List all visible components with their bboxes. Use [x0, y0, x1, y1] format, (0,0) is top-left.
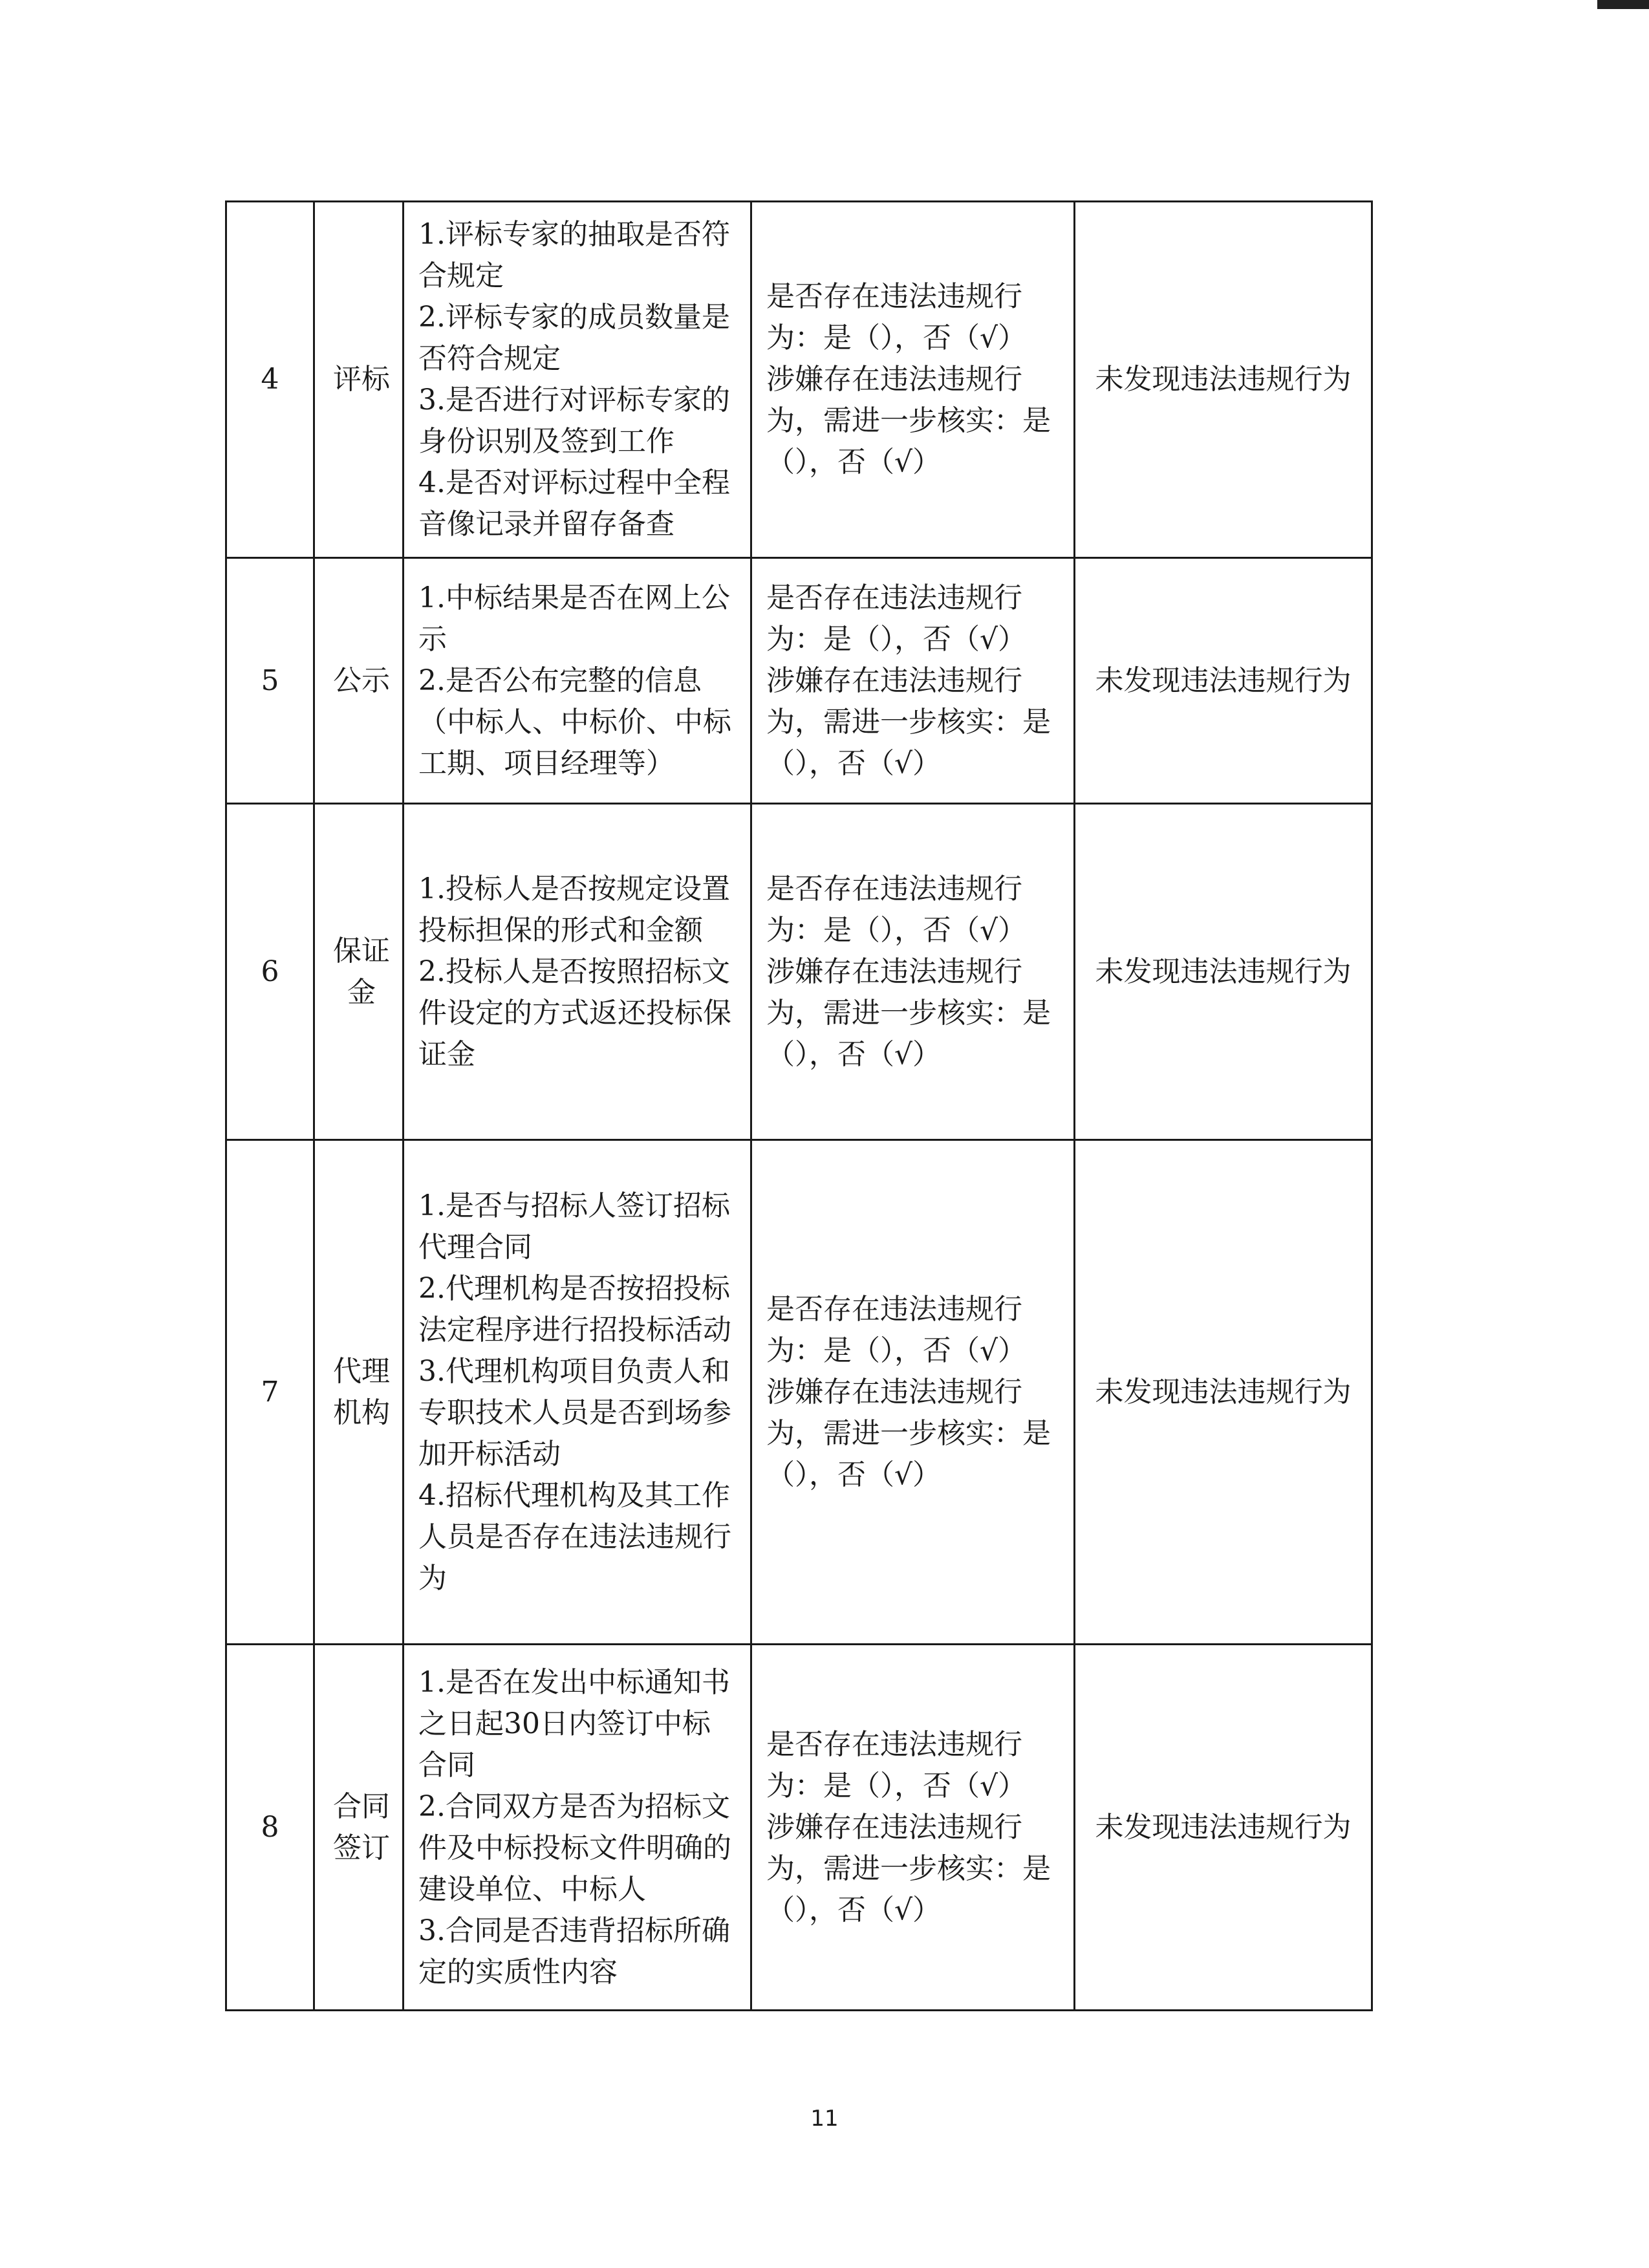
review-content: 1.评标专家的抽取是否符合规定 2.评标专家的成员数量是否符合规定 3.是否进行对评标专家的身份识别及签到工作 4.是否对评标过程中全程音像记录并留存备查: [404, 202, 751, 558]
review-item: 合同签订: [314, 1645, 404, 2011]
review-content: 1.投标人是否按规定设置投标担保的形式和金额 2.投标人是否按照招标文件设定的方式返还投标保证金: [404, 804, 751, 1140]
conclusion: 未发现违法违规行为: [1075, 558, 1372, 804]
row-number: 7: [226, 1140, 314, 1645]
row-number: 6: [226, 804, 314, 1140]
check-result: 是否存在违法违规行为：是（），否（√） 涉嫌存在违法违规行为，需进一步核实：是（），否（√）: [751, 558, 1075, 804]
review-content: 1.是否与招标人签订招标代理合同 2.代理机构是否按招投标法定程序进行招投标活动 3.代理机构项目负责人和专职技术人员是否到场参加开标活动 4.招标代理机构及其工作人员是否存在违法违规行为: [404, 1140, 751, 1645]
page-number: 11: [810, 2106, 839, 2132]
conclusion: 未发现违法违规行为: [1075, 1645, 1372, 2011]
check-result: 是否存在违法违规行为：是（），否（√） 涉嫌存在违法违规行为，需进一步核实：是（），否（√）: [751, 1645, 1075, 2011]
review-item: 公示: [314, 558, 404, 804]
table-row: [226, 558, 1372, 804]
review-content: 1.中标结果是否在网上公示 2.是否公布完整的信息（中标人、中标价、中标工期、项目经理等）: [404, 558, 751, 804]
row-number: 5: [226, 558, 314, 804]
check-result: 是否存在违法违规行为：是（），否（√） 涉嫌存在违法违规行为，需进一步核实：是（），否（√）: [751, 804, 1075, 1140]
review-item: 代理机构: [314, 1140, 404, 1645]
review-item: 保证金: [314, 804, 404, 1140]
review-content: 1.是否在发出中标通知书之日起30日内签订中标合同 2.合同双方是否为招标文件及中标投标文件明确的建设单位、中标人 3.合同是否违背招标所确定的实质性内容: [404, 1645, 751, 2011]
check-result: 是否存在违法违规行为：是（），否（√） 涉嫌存在违法违规行为，需进一步核实：是（），否（√）: [751, 202, 1075, 558]
review-table: [225, 200, 1373, 2011]
conclusion: 未发现违法违规行为: [1075, 202, 1372, 558]
scan-edge-mark: [1597, 0, 1649, 9]
conclusion: 未发现违法违规行为: [1075, 804, 1372, 1140]
conclusion: 未发现违法违规行为: [1075, 1140, 1372, 1645]
review-item: 评标: [314, 202, 404, 558]
table-row: [226, 202, 1372, 558]
table-row: [226, 1140, 1372, 1645]
row-number: 4: [226, 202, 314, 558]
check-result: 是否存在违法违规行为：是（），否（√） 涉嫌存在违法违规行为，需进一步核实：是（），否（√）: [751, 1140, 1075, 1645]
table-row: [226, 1645, 1372, 2011]
table-row: [226, 804, 1372, 1140]
row-number: 8: [226, 1645, 314, 2011]
